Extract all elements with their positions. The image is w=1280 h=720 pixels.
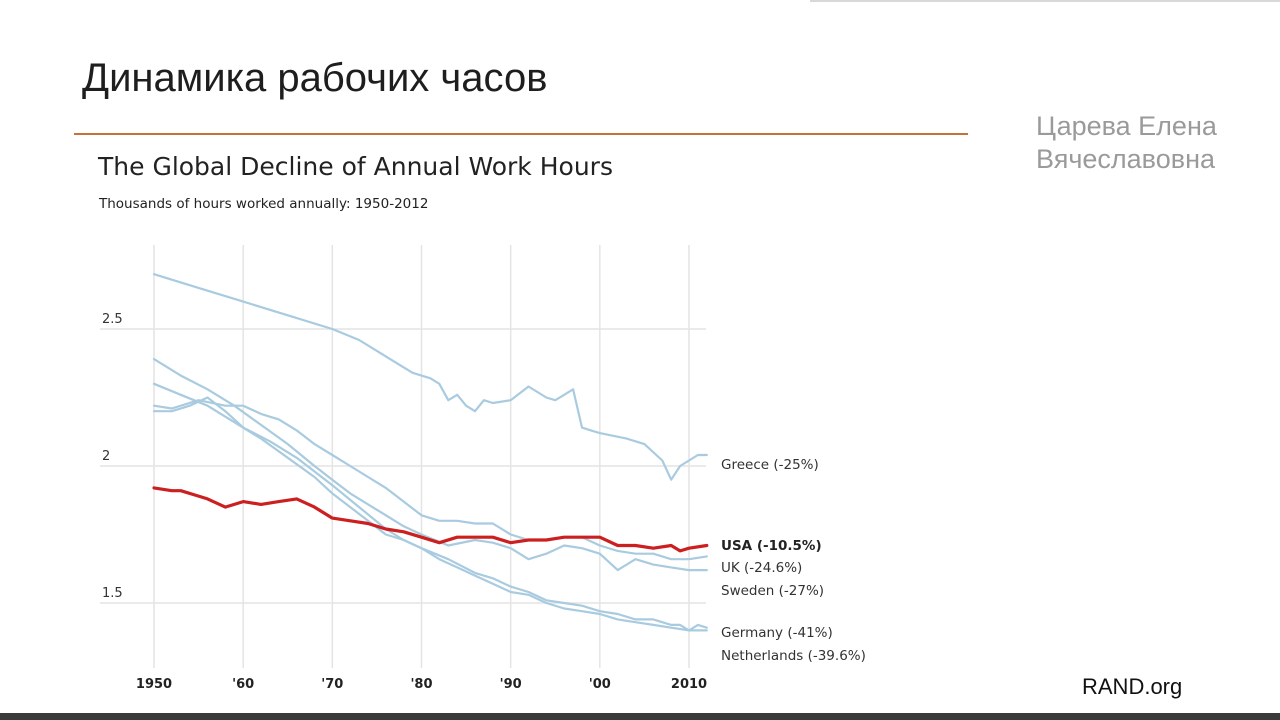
- series-label-germany: Germany (-41%): [721, 625, 833, 641]
- x-tick-label: '00: [588, 677, 611, 692]
- bottom-bar: [0, 713, 1280, 720]
- series-labels: [721, 457, 866, 664]
- chart-subtitle: Thousands of hours worked annually: 1950-2012: [99, 196, 429, 212]
- y-tick-label: 2.5: [102, 312, 123, 327]
- series-label-uk: UK (-24.6%): [721, 560, 803, 576]
- author-name-line1: Царева Елена: [1036, 111, 1217, 141]
- author-name-line2: Вячеславовна: [1036, 144, 1216, 174]
- x-axis-ticks: [136, 677, 707, 692]
- y-tick-label: 2: [102, 449, 111, 464]
- author-name: [1036, 110, 1217, 176]
- series-line-netherlands: [154, 398, 707, 631]
- series-label-netherlands: Netherlands (-39.6%): [721, 648, 866, 664]
- slide-title: Динамика рабочих часов: [82, 56, 548, 100]
- y-axis-ticks: [102, 312, 123, 601]
- series-line-usa: [154, 488, 707, 551]
- grid: [100, 245, 706, 668]
- series-label-sweden: Sweden (-27%): [721, 583, 825, 599]
- series-label-greece: Greece (-25%): [721, 457, 819, 473]
- y-tick-label: 1.5: [102, 586, 123, 601]
- chart-title: The Global Decline of Annual Work Hours: [98, 152, 613, 181]
- x-tick-label: 2010: [670, 677, 708, 692]
- x-tick-label: '70: [321, 677, 344, 692]
- x-tick-label: '90: [499, 677, 522, 692]
- x-tick-label: '60: [232, 677, 255, 692]
- x-tick-label: 1950: [135, 677, 173, 692]
- source-credit: RAND.org: [1082, 674, 1183, 699]
- series-lines: [154, 274, 707, 630]
- x-tick-label: '80: [410, 677, 433, 692]
- series-label-usa: USA (-10.5%): [721, 538, 822, 554]
- series-line-greece: [154, 274, 707, 480]
